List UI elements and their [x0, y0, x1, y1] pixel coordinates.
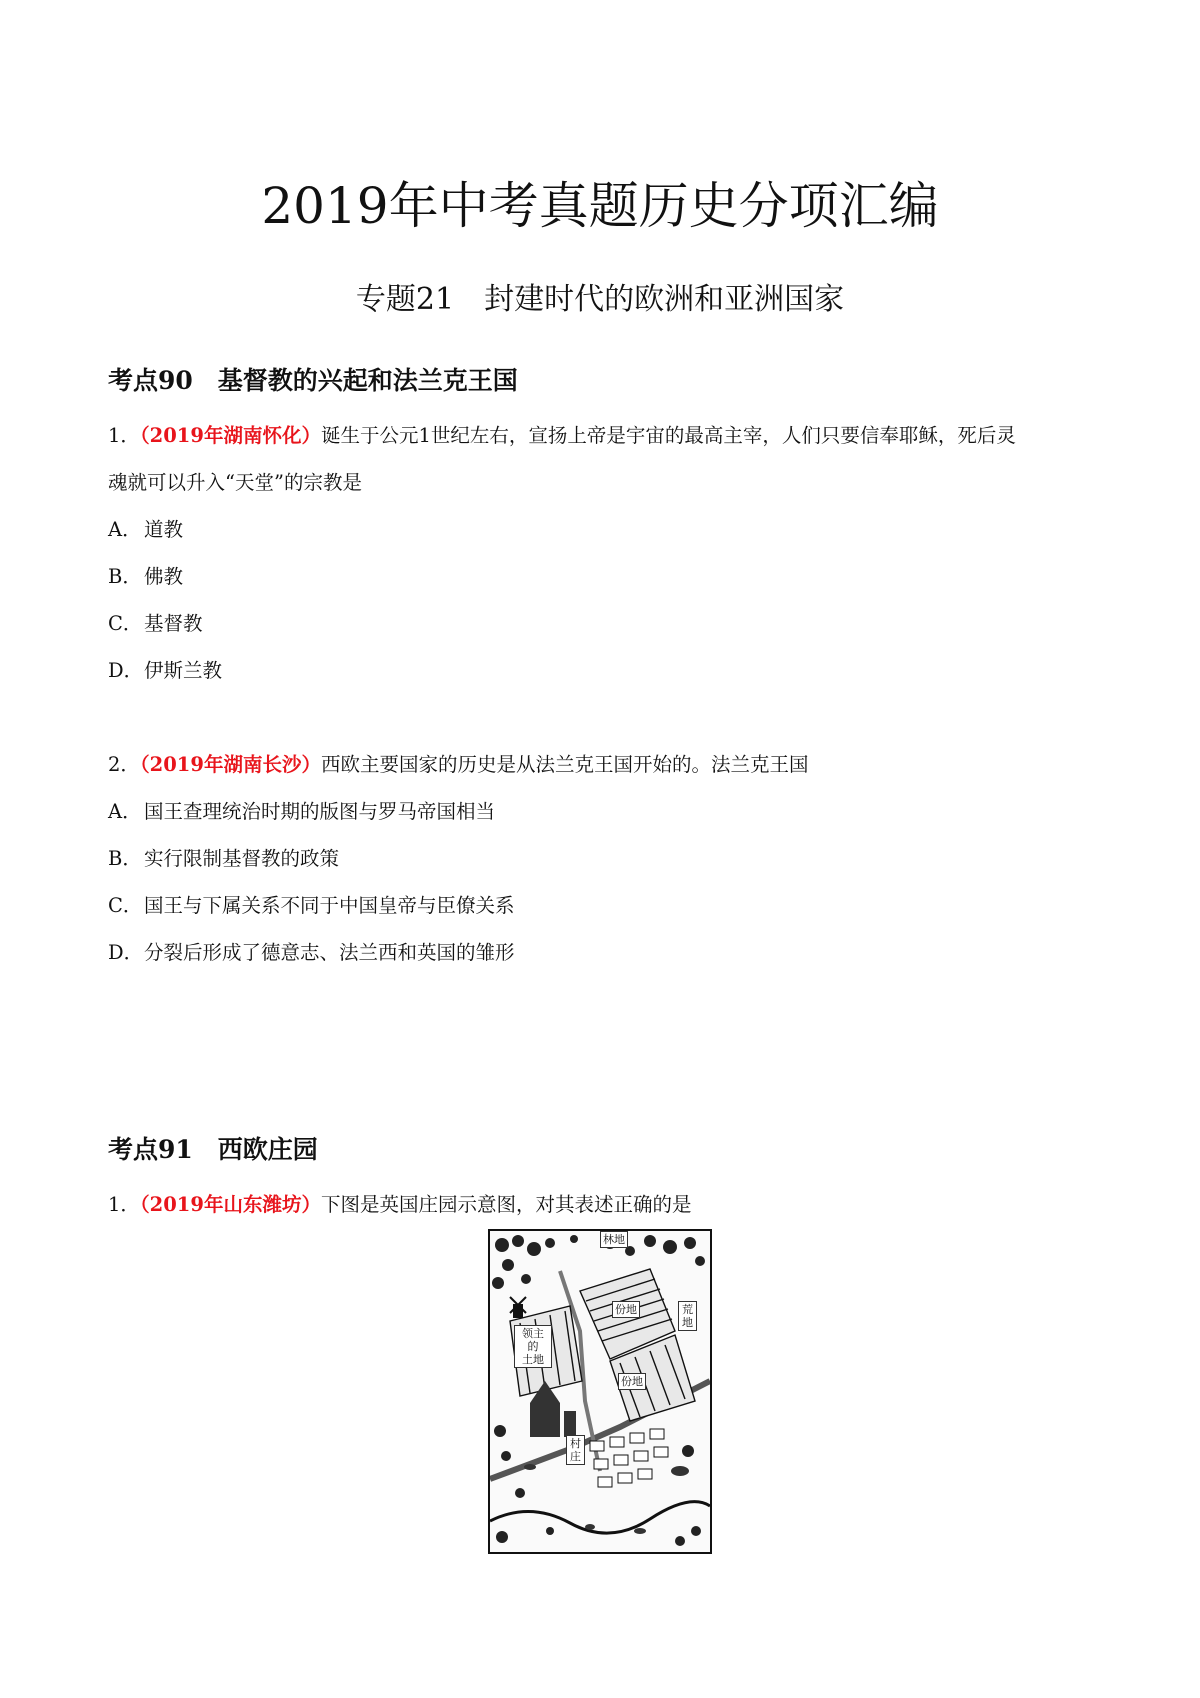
option-a: A． 国王查理统治时期的版图与罗马帝国相当 [108, 800, 496, 823]
question-1-stem [108, 421, 1016, 451]
option-d: D．伊斯兰教 [108, 659, 223, 682]
option-c: C．国王与下属关系不同于中国皇帝与臣僚关系 [108, 894, 515, 917]
question-2-stem [108, 750, 808, 780]
question-stem-line1: 下图是英国庄园示意图，对其表述正确的是 [320, 1193, 692, 1216]
section-heading-91: 考点91 西欧庄园 [108, 1135, 318, 1164]
label-lord-land: 领主的 土地 [514, 1325, 552, 1368]
question-source: （2019年湖南怀化） [139, 424, 321, 447]
question-number: 2． [108, 753, 140, 776]
option-d: D．分裂后形成了德意志、法兰西和英国的雏形 [108, 941, 515, 964]
manor-map-illustration [488, 1229, 712, 1554]
question-stem-line1: 诞生于公元1世纪左右，宣扬上帝是宇宙的最高主宰，人们只要信奉耶稣，死后灵 [320, 424, 1016, 447]
manor-map-drawing [490, 1231, 710, 1552]
label-strip-2: 份地 [618, 1373, 646, 1390]
label-forest: 林地 [600, 1231, 628, 1248]
forest-area [492, 1235, 705, 1289]
label-strip-1: 份地 [612, 1301, 640, 1318]
question-stem-line2: 魂就可以升入“天堂”的宗教是 [108, 471, 362, 494]
page-title: 2019年中考真题历史分项汇编 [261, 177, 939, 235]
question-source: （2019年湖南长沙） [139, 753, 321, 776]
windmill [510, 1297, 526, 1317]
option-b: B． 佛教 [108, 565, 184, 588]
section-heading-90: 考点90 基督教的兴起和法兰克王国 [108, 366, 518, 395]
page-subtitle: 专题21 封建时代的欧洲和亚洲国家 [355, 282, 845, 317]
option-b: B． 实行限制基督教的政策 [108, 847, 340, 870]
question-number: 1． [108, 1193, 140, 1216]
label-village: 村 庄 [566, 1435, 585, 1465]
label-waste: 荒地 [678, 1301, 697, 1331]
question-source: （2019年山东潍坊） [139, 1193, 321, 1216]
question-number: 1． [108, 424, 140, 447]
option-c: C．基督教 [108, 612, 203, 635]
option-a: A． 道教 [108, 518, 184, 541]
question-1-stem [108, 1190, 691, 1220]
question-stem-line1: 西欧主要国家的历史是从法兰克王国开始的。法兰克王国 [320, 753, 809, 776]
